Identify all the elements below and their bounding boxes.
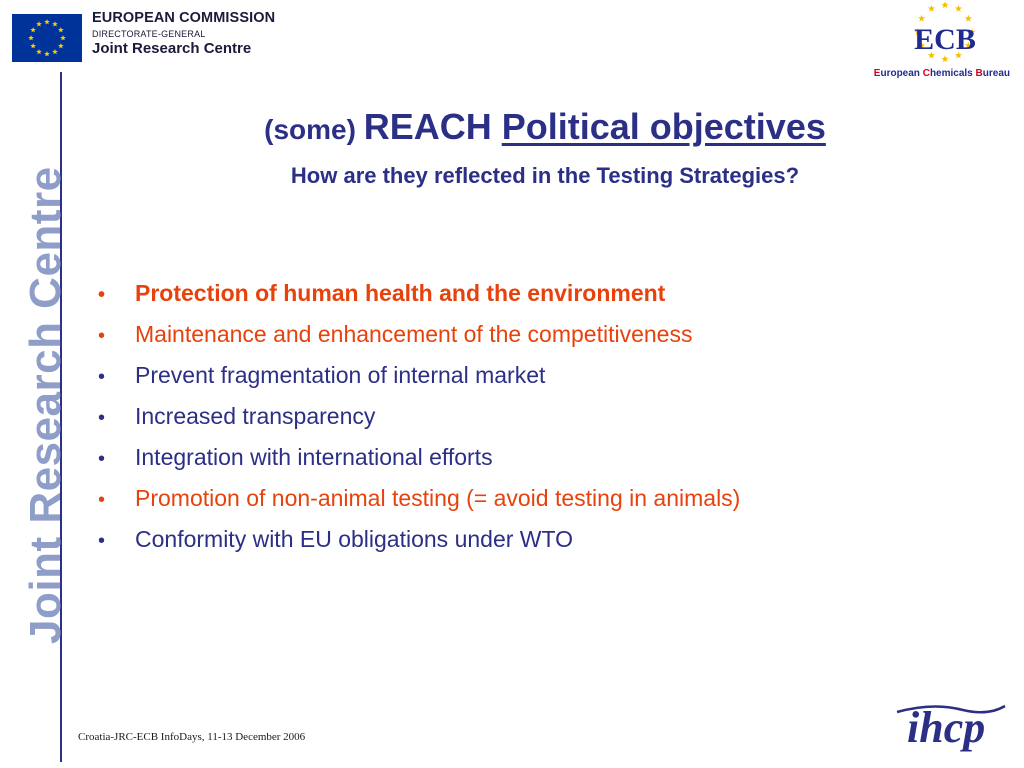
title-reach: REACH xyxy=(363,106,502,147)
bullet-marker: • xyxy=(98,489,106,511)
ec-line3: Joint Research Centre xyxy=(92,39,252,57)
vertical-jrc-text: Joint Research Centre xyxy=(21,166,70,644)
list-item xyxy=(98,362,998,403)
ecb-star-icon xyxy=(941,55,948,62)
title-political-objectives: Political objectives xyxy=(501,106,826,147)
list-item xyxy=(98,280,998,321)
ecb-caption xyxy=(874,68,1010,79)
ec-line1: EUROPEAN COMMISSION xyxy=(92,10,276,26)
bullet-text: Conformity with EU obligations under WTO xyxy=(135,526,574,552)
eu-flag-icon xyxy=(12,14,82,62)
ec-logo-text xyxy=(92,11,275,56)
ihcp-logo-text: ihcp xyxy=(907,703,986,752)
list-item xyxy=(98,526,998,567)
ec-line2: DIRECTORATE-GENERAL xyxy=(92,28,206,39)
title-some: (some) xyxy=(264,114,364,145)
ecb-logo-text: ECB xyxy=(914,23,976,56)
bullet-text: Protection of human health and the environment xyxy=(135,280,666,306)
slide-subtitle: How are they reflected in the Testing Strategies? xyxy=(290,163,800,188)
ecb-caption-b: B xyxy=(975,68,983,79)
ecb-logo-icon xyxy=(900,2,990,64)
bullet-marker: • xyxy=(98,407,106,429)
ecb-star-icon xyxy=(965,15,972,22)
bullet-text: Integration with international efforts xyxy=(135,444,493,470)
bullet-marker: • xyxy=(98,366,106,388)
list-item xyxy=(98,403,998,444)
ecb-star-icon xyxy=(941,2,948,8)
list-item xyxy=(98,321,998,362)
bullet-marker: • xyxy=(98,448,106,470)
ecb-caption-ureau: ureau xyxy=(982,68,1010,79)
objectives-list xyxy=(98,280,998,567)
ecb-caption-hemicals: hemicals xyxy=(929,68,976,79)
ecb-caption-c: C xyxy=(922,68,930,79)
ecb-caption-uropean: uropean xyxy=(880,68,923,79)
bullet-text: Promotion of non-animal testing (= avoid testing in animals) xyxy=(135,485,741,511)
bullet-text: Increased transparency xyxy=(135,403,376,429)
bullet-marker: • xyxy=(98,530,106,552)
bullet-marker: • xyxy=(98,284,106,306)
bullet-text: Prevent fragmentation of internal market xyxy=(135,362,546,388)
bullet-text: Maintenance and enhancement of the competitiveness xyxy=(135,321,693,347)
ecb-caption-e: E xyxy=(873,68,881,79)
slide-title xyxy=(80,106,1010,148)
ecb-star-icon xyxy=(918,15,925,22)
list-item xyxy=(98,485,998,526)
footer-text: Croatia-JRC-ECB InfoDays, 11-13 December 2006 xyxy=(78,731,306,743)
ecb-star-icon xyxy=(928,5,935,12)
ihcp-logo-icon xyxy=(893,680,1008,752)
bullet-marker: • xyxy=(98,325,106,347)
ecb-star-icon xyxy=(955,5,962,12)
list-item xyxy=(98,444,998,485)
